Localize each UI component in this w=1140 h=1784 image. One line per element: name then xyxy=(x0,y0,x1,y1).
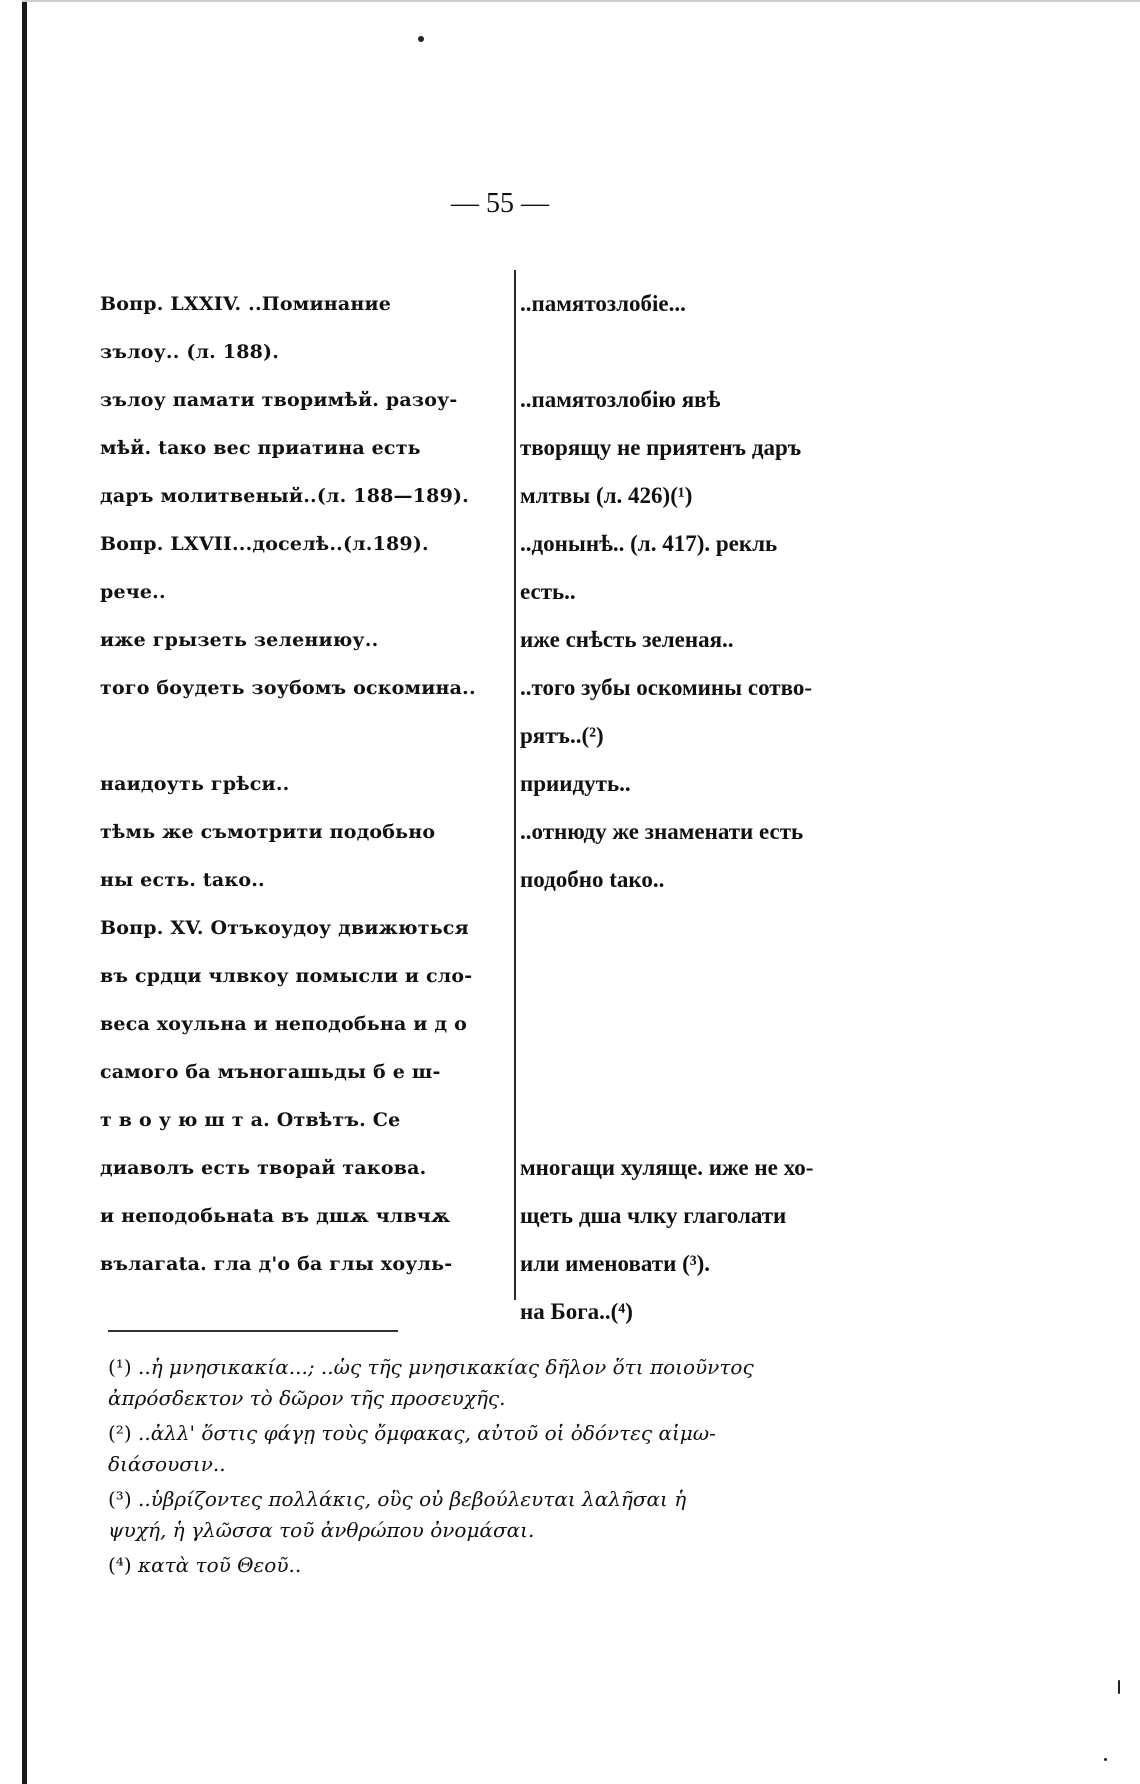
left-entry: зълоу памати творимѣй. разоу- мѣй. tако вес приатина есть даръ молитвеный..(л. 188—189). xyxy=(100,389,469,507)
right-entry: ..того зубы оскомины сотво- рятъ..(²) xyxy=(520,675,813,748)
right-entry: ..памятозлобіе... xyxy=(520,291,686,316)
footnote-mark: (²) xyxy=(108,1421,132,1445)
left-entry: Вопр. LXXIV. ..Поминание зълоу.. (л. 188). xyxy=(100,293,392,363)
column-divider xyxy=(514,270,516,1300)
left-entry: иже грызеть зелениюу.. xyxy=(100,629,379,651)
footnote xyxy=(108,1550,938,1581)
left-entry: того боудеть зоубомъ оскомина.. xyxy=(100,677,476,699)
footnote-text: κατὰ τοῦ Θεοῦ.. xyxy=(137,1553,302,1577)
footnote-mark: (³) xyxy=(108,1487,132,1511)
scan-speck xyxy=(1104,1758,1107,1761)
right-entry: многащи хуляще. иже не хо- щеть дша члку глаголати или именовати (³). на Бога..(⁴) xyxy=(520,1155,814,1324)
left-entry: тѣмь же съмотрити подобьно ны есть. tако.. xyxy=(100,821,436,891)
footnote-text: ..ἡ μνησικακία...; ..ὡς τῆς μνησικακίας δῆλον ὅτι ποιοῦντος ἀπρόσδεκτον τὸ δῶρον τῆς προσευχῆς. xyxy=(108,1355,754,1410)
footnote-text: ..ἀλλ' ὅστις φάγῃ τοὺς ὄμφακας, αὐτοῦ οἱ ὀδόντες αἱμω- διάσουσιν.. xyxy=(108,1421,716,1476)
footnote xyxy=(108,1484,938,1546)
right-entry: ..донынѣ.. (л. 417). рекль есть.. xyxy=(520,531,778,604)
right-entry: ..отнюду же знаменати есть подобно tако.. xyxy=(520,819,804,892)
footnote-mark: (⁴) xyxy=(108,1553,132,1577)
right-entry: иже снѣсть зеленая.. xyxy=(520,627,734,652)
left-entry: наидоуть грѣси.. xyxy=(100,773,290,795)
footnote xyxy=(108,1418,938,1480)
footnote-mark: (¹) xyxy=(108,1355,132,1379)
scan-edge-left xyxy=(22,0,27,1784)
footnote-rule xyxy=(108,1330,398,1332)
left-entry: Вопр. XV. Отъкоудоу движються въ срдци члвкоу помысли и сло- веса хоульна и неподобьна и д о самого ба мъногашьды б е ш- т в о у ю ш т а. Отвѣтъ. Се диаволъ есть творай такова. и неподобьнаtа въ дшѫ члвчѫ вълагаtа. гла д'о ба глы хоуль- xyxy=(100,917,473,1275)
page-number: — 55 — xyxy=(451,188,549,219)
right-entry: ..памятозлобію явѣ творящу не приятенъ даръ млтвы (л. 426)(¹) xyxy=(520,387,802,508)
footnote xyxy=(108,1352,938,1414)
scan-edge-top xyxy=(22,0,1140,2)
scan-speck xyxy=(1118,1680,1120,1694)
footnote-text: ..ὑβρίζοντες πολλάκις, οὓς οὐ βεβούλευται λαλῆσαι ἡ ψυχή, ἡ γλῶσσα τοῦ ἀνθρώπου ὀνομάσαι. xyxy=(108,1487,687,1542)
scan-speck xyxy=(418,36,424,42)
footnotes xyxy=(108,1352,938,1585)
right-entry: приидуть.. xyxy=(520,771,631,796)
left-entry: Вопр. LXVII...доселѣ..(л.189). рече.. xyxy=(100,533,429,603)
